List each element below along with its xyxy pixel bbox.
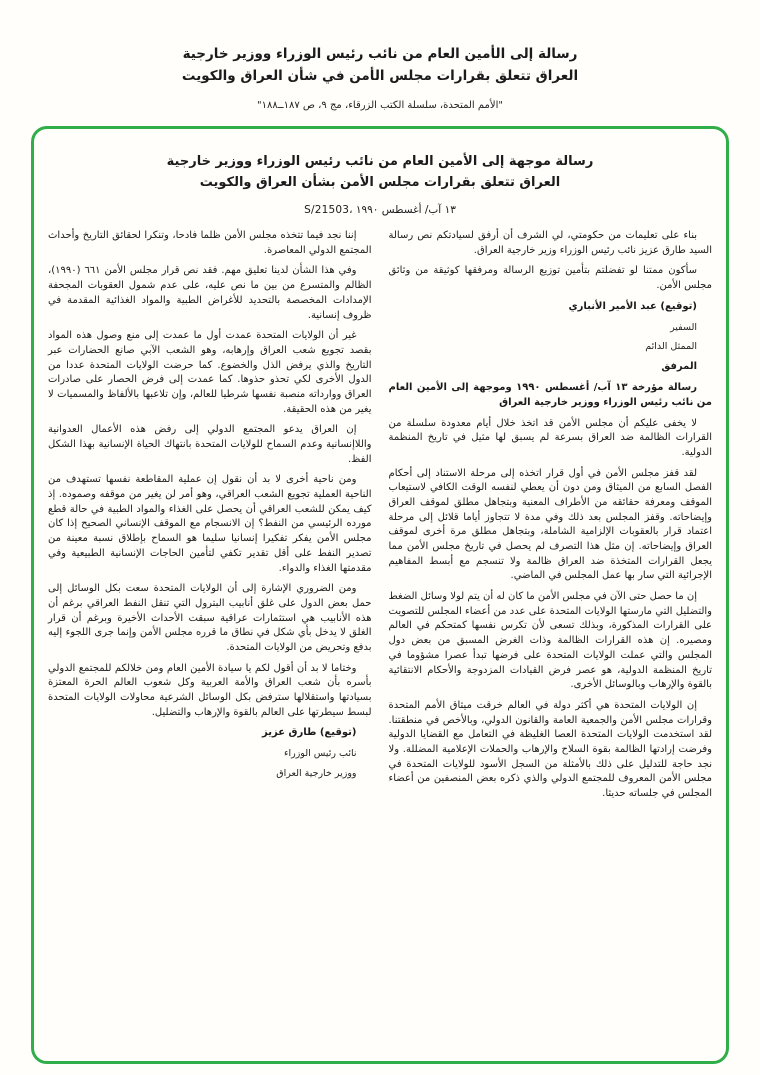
- document-reference: S/21503، ١٣ آب/ أغسطس ١٩٩٠: [304, 204, 456, 217]
- paragraph: إن العراق يدعو المجتمع الدولي إلى رفض هذه الأعمال العدوانية واللاإنسانية وعدم السماح للولايات المتحدة بانتهاك الحياة الإنسانية بهذا الشكل الفظ.: [48, 424, 372, 465]
- paragraph: لقد قفز مجلس الأمن في أول قرار اتخذه إلى مرحلة الاستناد إلى أحكام الفصل السابع من الميثاق ومن دون أن يعطي لنفسه الوقت الكافي لاستيعاب الموقف ومعرفة حقائقه من الأطراف المعنية وبتجاهل مطلق لموقف العراق وإيضاحاته. وقفز المجلس بعد ذلك وفي مدة لا تتجاوز أياما قلائل إلى مرحلة اعتماد قرار بالعقوبات الإلزامية الشاملة، وبتجاهل مطلق مرة أخرى لموقف العراق وإيضاحاته. إن مثل هذا التصرف لم يحصل في تاريخ مجلس الأمن مما يجعل القرارات المتخذة ضد العراق ظالمة ولا تنسجم مع أبسط المفاهيم الإجرائية التي سار بها عمل المجلس في الماضي.: [388, 467, 712, 582]
- paragraph: إن الولايات المتحدة هي أكثر دولة في العالم خرقت ميثاق الأمم المتحدة وقرارات مجلس الأمن والجمعية العامة والقانون الدولي، وبالأخص في منطقتنا. لقد استخدمت الولايات المتحدة العصا الغليظة في التعامل مع القضايا الدولية وفرضت إرادتها الظالمة بقوة السلاح والإرهاب والحملات الإعلامية المضللة. ولا نجد حاجة للتدليل على ذلك بالأمثلة من السجل الأسود للولايات المتحدة في مجلس الأمن المعروف للمجتمع الدولي والذي ذكره بعض المنصفين من أعضاء المجلس في جلساته حديثا.: [388, 699, 712, 799]
- paragraph: سأكون ممتنا لو تفضلتم بتأمين توزيع الرسالة ومرفقها كوثيقة من وثائق مجلس الأمن.: [388, 265, 712, 292]
- page-header: [0, 44, 760, 111]
- signer-title: الممثل الدائم: [645, 341, 697, 353]
- letter-title: [48, 151, 712, 193]
- column-left: [48, 229, 372, 808]
- signer-title: السفير: [670, 321, 697, 333]
- column-right: [389, 229, 713, 808]
- signature-tariq-aziz: (توقيع) طارق عزيز: [262, 727, 357, 739]
- signature-anbari: (توقيع) عبد الأمير الأنباري: [568, 300, 697, 312]
- letter-title-line2: العراق تتعلق بقرارات مجلس الأمن بشأن العراق والكويت: [199, 175, 561, 191]
- annex-heading: رسالة مؤرخة ١٣ آب/ أغسطس ١٩٩٠ وموجهة إلى الأمين العام من نائب رئيس الوزراء ووزير خارجية العراق: [388, 382, 712, 408]
- header-title-line2: العراق تتعلق بقرارات مجلس الأمن في شأن العراق والكويت: [181, 67, 579, 84]
- signer-title: ووزير خارجية العراق: [276, 768, 357, 780]
- letter-title-line1: رسالة موجهة إلى الأمين العام من نائب رئيس الوزراء ووزير خارجية: [166, 154, 594, 169]
- letter-frame: [31, 126, 729, 1064]
- paragraph: ومن ناحية أخرى لا بد أن نقول إن عملية المقاطعة نفسها تستهدف من الناحية العملية تجويع الشعب العراقي، وهو أمر لن يغير من موقفه وصموده. إذ كيف يمكن للشعب العراقي أن يحصل على الغذاء والمواد الطبية في حالة قطع مورده الرئيسي من النفط؟ إن الانسجام مع الموقف الإنساني الصحيح إذا كان مجلس الأمن يفكر تفكيرا إنسانيا سليما هو السماح بإطلاق نسبة معينة من تصدير النفط على أقل تقدير تكفي لتأمين الحاجات الإنسانية الطبيعية وفي مقدمتها الغذاء والدواء.: [48, 474, 372, 574]
- paragraph: إن ما حصل حتى الآن في مجلس الأمن ما كان له أن يتم لولا وسائل الضغط والتضليل التي مارستها الولايات المتحدة على عدد من أعضاء المجلس للتصويت على القرارات المذكورة، وبذلك تسعى لأن تكرس نفسها كمتحكم في العالم ومصيره. إن هذه القرارات الظالمة وذات الغرض المسبق من بعض دول المجلس والتي عملت الولايات المتحدة على فرضها تبدأ عصرا مشؤوما في تاريخ المنظمة الدولية، هو عصر فرض القيادات المزدوجة والأحكام الانتقائية بالقوة والإرهاب وبالوسائل الأخرى.: [388, 591, 712, 691]
- signer-title: نائب رئيس الوزراء: [284, 748, 357, 760]
- annex-label: المرفق: [661, 361, 697, 373]
- paragraph: وختاما لا بد أن أقول لكم يا سيادة الأمين العام ومن خلالكم للمجتمع الدولي بأسره بأن شعب العراق والأمة العربية وكل شعوب العالم الحرة المعتزة بسيادتها واستقلالها سترفض بكل الوسائل الشرعية محاولات الولايات المتحدة لبسط سيطرتها على العالم بالقوة والإرهاب والتضليل.: [48, 662, 372, 718]
- header-title-line1: رسالة إلى الأمين العام من نائب رئيس الوزراء ووزير خارجية: [182, 46, 578, 62]
- paragraph: ومن الضروري الإشارة إلى أن الولايات المتحدة سعت بكل الوسائل إلى حمل بعض الدول على غلق أنابيب البترول التي تنقل النفط العراقي برغم أن هذه الأنابيب هي استثمارات عراقية سبقت الأحداث الأخيرة وبرغم أن قرار الغلق لا يدخل بأي شكل في نطاق ما قرره مجلس الأمن وإنما جرى اللجوء إليه بدفع وتحريض من الولايات المتحدة.: [48, 583, 372, 653]
- letter-body: [48, 229, 712, 808]
- paragraph: لا يخفى عليكم أن مجلس الأمن قد اتخذ خلال أيام معدودة سلسلة من القرارات الظالمة ضد العراق بسرعة لم يسبق لها مثيل في تاريخ المنظمة الدولية.: [388, 417, 712, 458]
- paragraph: وفي هذا الشأن لدينا تعليق مهم. فقد نص قرار مجلس الأمن ٦٦١ (١٩٩٠)، الظالم والمتسرع من بين ما نص عليه، على عدم شمول العقوبات المجحفة الإمدادات المخصصة بالتحديد للأغراض الطبية والمواد الغذائية المقدمة في ظروف إنسانية.: [48, 265, 372, 321]
- paragraph: بناء على تعليمات من حكومتي، لي الشرف أن أرفق لسيادتكم نص رسالة السيد طارق عزيز نائب رئيس الوزراء وزير خارجية العراق.: [388, 230, 712, 256]
- source-citation: "الأمم المتحدة، سلسلة الكتب الزرقاء، مج ٩، ص ١٨٧ــ١٨٨": [257, 100, 503, 112]
- paragraph: إننا نجد فيما تتخذه مجلس الأمن ظلما فادحا، وتنكرا لحقائق التاريخ وأحداث المجتمع الدولي المعاصرة.: [48, 230, 372, 256]
- paragraph: غير أن الولايات المتحدة عمدت أول ما عمدت إلى منع وصول هذه المواد بقصد تجويع شعب العراق وإرهابه، وهو الشعب الآبي صانع الحضارات عبر التاريخ والذي يرفض الذل والخضوع. كما حرضت الولايات المتحدة عددا من الدول الأخرى لكي تحذو حذوها. كما عمدت إلى فرض الحصار على صادرات العراق ووارداته منصبة نفسها شرطيا للعالم، وإن تلاعبها بالألفاظ والمسميات لا يغير من هذه الحقيقة.: [48, 330, 372, 415]
